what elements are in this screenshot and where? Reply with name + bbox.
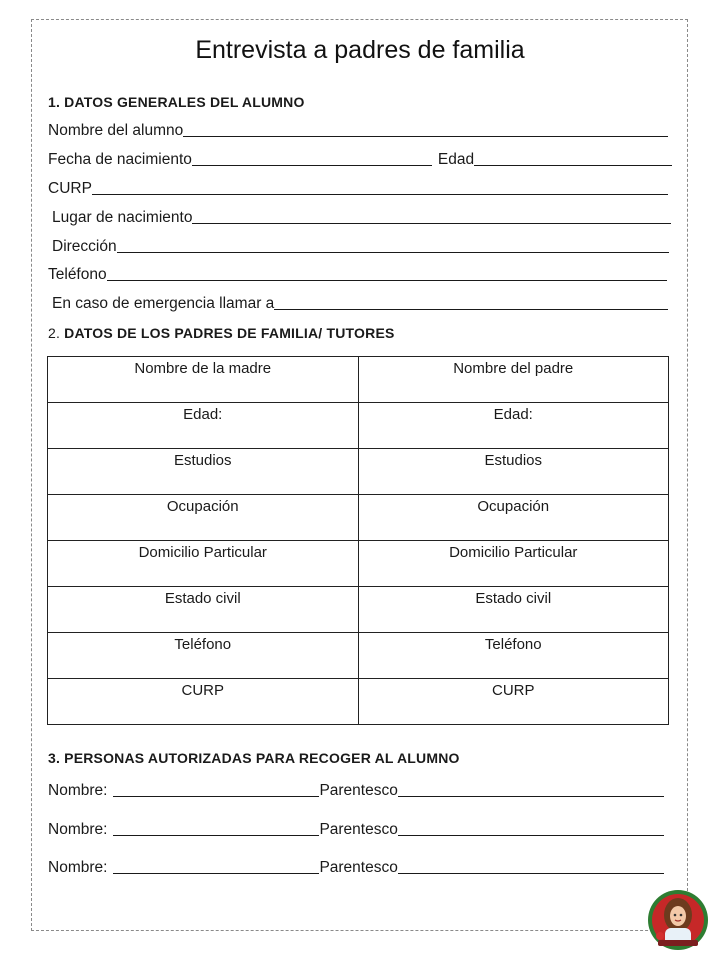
field-student-name-line[interactable] [183, 136, 668, 137]
field-emergency[interactable] [52, 293, 668, 313]
mother-address-cell[interactable]: Domicilio Particular [48, 541, 359, 587]
table-row [48, 633, 669, 679]
father-age-cell[interactable]: Edad: [358, 403, 669, 449]
section2-heading-number: 2. [48, 325, 61, 341]
field-emergency-line[interactable] [274, 309, 668, 310]
table-row [48, 541, 669, 587]
field-birthdate-age[interactable] [48, 149, 672, 169]
mother-marital-cell[interactable]: Estado civil [48, 587, 359, 633]
authorized-person-1[interactable] [48, 780, 664, 800]
field-address[interactable] [52, 236, 669, 256]
table-row [48, 357, 669, 403]
field-birthdate-label: Fecha de nacimiento [48, 151, 192, 168]
field-emergency-label: En caso de emergencia llamar a [52, 295, 275, 312]
mother-occupation-cell[interactable]: Ocupación [48, 495, 359, 541]
father-phone-cell[interactable]: Teléfono [358, 633, 669, 679]
table-row [48, 495, 669, 541]
field-phone[interactable] [48, 264, 667, 284]
authorized-person-2[interactable] [48, 819, 664, 839]
page-title: Entrevista a padres de familia [195, 36, 525, 64]
authorized-name-line[interactable] [113, 796, 319, 797]
field-curp[interactable] [48, 178, 668, 198]
authorized-name-label: Nombre: [48, 821, 108, 838]
mother-phone-cell[interactable]: Teléfono [48, 633, 359, 679]
parents-table [47, 356, 669, 725]
field-address-label: Dirección [52, 238, 117, 255]
father-occupation-cell[interactable]: Ocupación [358, 495, 669, 541]
field-student-name[interactable] [48, 120, 668, 140]
mother-curp-cell[interactable]: CURP [48, 679, 359, 725]
authorized-person-3[interactable] [48, 857, 664, 877]
field-age-label: Edad [437, 151, 475, 168]
authorized-name-label: Nombre: [48, 782, 108, 799]
father-marital-cell[interactable]: Estado civil [358, 587, 669, 633]
authorized-name-line[interactable] [113, 873, 319, 874]
mother-name-cell[interactable]: Nombre de la madre [48, 357, 359, 403]
authorized-name-line[interactable] [113, 835, 319, 836]
father-name-cell[interactable]: Nombre del padre [358, 357, 669, 403]
mother-studies-cell[interactable]: Estudios [48, 449, 359, 495]
father-address-cell[interactable]: Domicilio Particular [358, 541, 669, 587]
table-row [48, 587, 669, 633]
teacher-avatar-logo-icon [646, 888, 710, 952]
authorized-name-label: Nombre: [48, 859, 108, 876]
father-curp-cell[interactable]: CURP [358, 679, 669, 725]
authorized-relation-label: Parentesco [319, 859, 398, 876]
field-age-line[interactable] [474, 165, 672, 166]
field-curp-line[interactable] [92, 194, 668, 195]
table-row [48, 679, 669, 725]
field-address-line[interactable] [117, 252, 669, 253]
authorized-relation-label: Parentesco [319, 821, 398, 838]
authorized-relation-line[interactable] [398, 796, 664, 797]
field-curp-label: CURP [48, 180, 92, 197]
authorized-relation-line[interactable] [398, 873, 664, 874]
section3-heading: 3. PERSONAS AUTORIZADAS PARA RECOGER AL ALUMNO [48, 750, 460, 766]
authorized-relation-line[interactable] [398, 835, 664, 836]
section2-heading [48, 325, 395, 341]
field-birthplace-label: Lugar de nacimiento [52, 209, 193, 226]
field-phone-label: Teléfono [48, 266, 107, 283]
mother-age-cell[interactable]: Edad: [48, 403, 359, 449]
field-student-name-label: Nombre del alumno [48, 122, 184, 139]
section2-heading-text: DATOS DE LOS PADRES DE FAMILIA/ TUTORES [64, 325, 395, 341]
section1-heading: 1. DATOS GENERALES DEL ALUMNO [48, 94, 305, 110]
authorized-relation-label: Parentesco [319, 782, 398, 799]
father-studies-cell[interactable]: Estudios [358, 449, 669, 495]
table-row [48, 449, 669, 495]
field-birthplace[interactable] [52, 207, 671, 227]
table-row [48, 403, 669, 449]
field-birthplace-line[interactable] [192, 223, 671, 224]
field-phone-line[interactable] [107, 280, 667, 281]
field-birthdate-line[interactable] [192, 165, 432, 166]
